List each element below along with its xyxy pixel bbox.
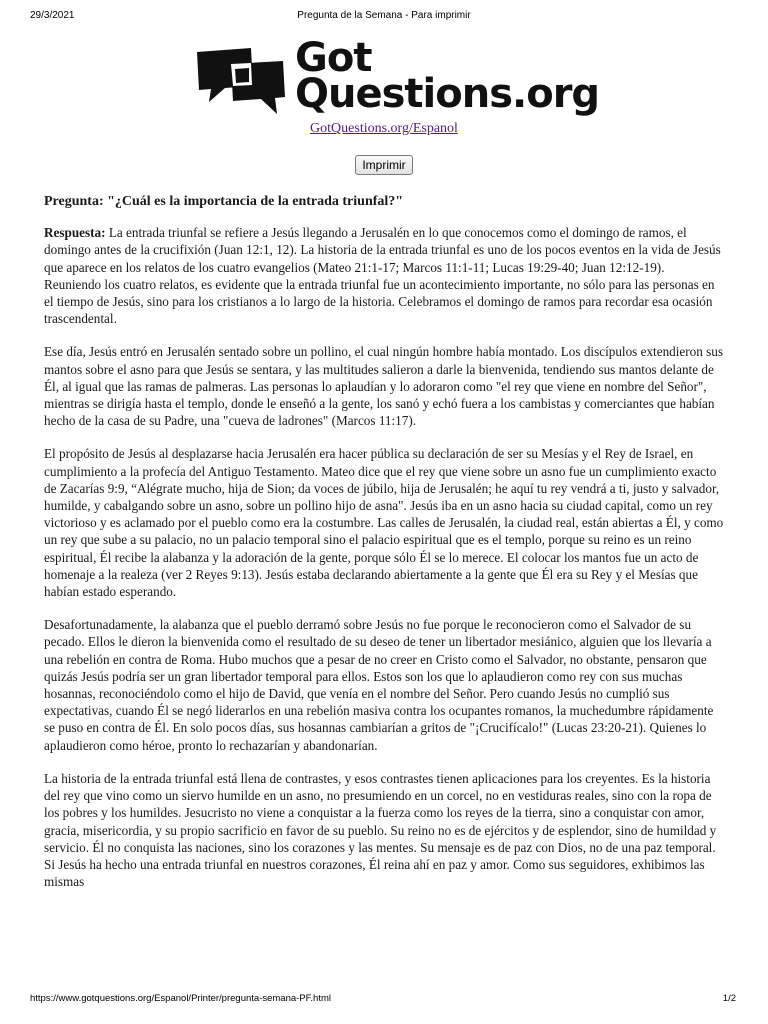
paragraph-1 [44, 224, 724, 327]
print-button[interactable]: Imprimir [355, 155, 412, 175]
logo-wordmark [295, 35, 600, 117]
print-button-row [0, 155, 768, 175]
page-number: 1/2 [722, 993, 736, 1004]
answer-label: Respuesta: [44, 225, 106, 241]
espanol-link-row [0, 121, 768, 137]
paragraph-5: La historia de la entrada triunfal está llena de contrastes, y esos contrastes tienen aplicaciones para los creyentes. Es la historia del rey que vino como un siervo humilde en un asno, no presumiendo en un corcel, no en vestiduras reales, sino con la ropa de los pobres y los humildes. Jesucristo no viene a conquistar a la fuerza como los reyes de la tierra, sino a conquistar con amor, gracia, misericordia, y su propio sacrificio en favor de su pueblo. Su reino no es de ejércitos y de esplendor, sino de humildad y servicio. Él no conquista las naciones, sino los corazones y las mentes. Su mensaje es de paz con Dios, no de una paz temporal. Si Jesús ha hecho una entrada triunfal en nuestros corazones, Él reina ahí en paz y amor. Como sus seguidores, exhibimos las mismas [44, 770, 717, 890]
speech-bubbles-icon [195, 42, 287, 118]
paragraph-1-text: La entrada triunfal se refiere a Jesús llegando a Jerusalén en lo que conocemos como el domingo de ramos, el domingo antes de la crucifixión (Juan 12:1, 12). La historia de la entrada triunfal es uno de los pocos eventos en la vida de Jesús que aparece en los relatos de los cuatro evangelios (Mateo 21:1-17; Marcos 11:1-11; Lucas 19:29-40; Juan 12:12-19). Reuniendo los cuatro relatos, es evidente que la entrada triunfal fue un acontecimiento importante, no sólo para las personas en el tiempo de Jesús, sino para los cristianos a lo largo de la historia. Celebramos el domingo de ramos para recordar esa ocasión trascendental. [44, 225, 721, 327]
paragraph-4: Desafortunadamente, la alabanza que el pueblo derramó sobre Jesús no fue porque le reconocieron como el Salvador de su pecado. Ellos le dieron la bienvenida como el resultado de su deseo de tener un libertador mesiánico, alguien que los llevaría a una rebelión en contra de Roma. Hubo muchos que a pesar de no creer en Cristo como el Salvador, no obstante, pensaron que quizás Jesús podría ser un gran libertador temporal para ellos. Estos son los que lo aplaudieron como rey con sus muchas hosannas, reconociéndolo como el hijo de David, que venía en el nombre del Señor. Pero cuando Jesús no cumplió sus expectativas, cuando Él se negó liderarlos en una rebelión masiva contra los ocupantes romanos, la muchedumbre rápidamente se puso en contra de Él. En solo pocos días, sus hosannas cambiarían a gritos de "¡Crucifícalo!" (Lucas 23:20-21). Quienes lo aplaudieron como héroe, pronto lo rechazarían y abandonarían. [44, 617, 714, 753]
paragraph-2: Ese día, Jesús entró en Jerusalén sentado sobre un pollino, el cual ningún hombre había montado. Los discípulos extendieron sus mantos sobre el asno para que Jesús se sentara, y las multitudes salieron a darle la bienvenida, tendiendo sus mantos delante de Él, al igual que las ramas de palmeras. Las personas lo aplaudían y lo adoraron como "el rey que viene en nombre del Señor", mientras se dirigía hasta el templo, donde le enseñó a la gente, los sanó y echó fuera a los cambistas y comerciantes que habían hecho de la casa de su Padre, una "cueva de ladrones" (Marcos 11:17). [44, 344, 724, 429]
print-page-title: Pregunta de la Semana - Para imprimir [297, 10, 471, 21]
print-header [0, 10, 768, 26]
logo-line-got: Got [295, 35, 372, 81]
print-date: 29/3/2021 [30, 10, 75, 21]
article-content [44, 193, 724, 906]
footer-url: https://www.gotquestions.org/Espanol/Printer/pregunta-semana-PF.html [30, 993, 331, 1004]
paragraph-3: El propósito de Jesús al desplazarse hacia Jerusalén era hacer pública su declaración de ser su Mesías y el Rey de Israel, en cumplimiento a la profecía del Antiguo Testamento. Mateo dice que el rey que viene sobre un asno fue un cumplimiento exacto de Zacarías 9:9, “Alégrate mucho, hija de Sion; da voces de júbilo, hija de Jerusalén; he aquí tu rey vendrá a ti, justo y salvador, humilde, y cabalgando sobre un asno, sobre un pollino hijo de asna". Jesús iba en un asno hacia su ciudad capital, como un rey victorioso y es aclamado por el pueblo como era la costumbre. Las calles de Jerusalén, la ciudad real, están abiertas a Él, y como un rey que sube a su palacio, no un palacio temporal sino el palacio espiritual que es el templo, porque su reino es un reino espiritual, Él recibe la alabanza y la adoración de la gente, porque sólo Él se lo merece. El colocar los mantos fue un acto de homenaje a la realeza (ver 2 Reyes 9:13). Jesús estaba declarando abiertamente a la gente que Él era su Rey y el Mesías que habían estado esperando. [44, 446, 724, 600]
espanol-link[interactable]: GotQuestions.org/Espanol [310, 121, 458, 136]
print-footer [0, 993, 768, 1007]
logo-line-questions: Questions.org [295, 71, 600, 117]
question-heading: Pregunta: "¿Cuál es la importancia de la entrada triunfal?" [44, 194, 404, 209]
gotquestions-logo [195, 35, 600, 122]
